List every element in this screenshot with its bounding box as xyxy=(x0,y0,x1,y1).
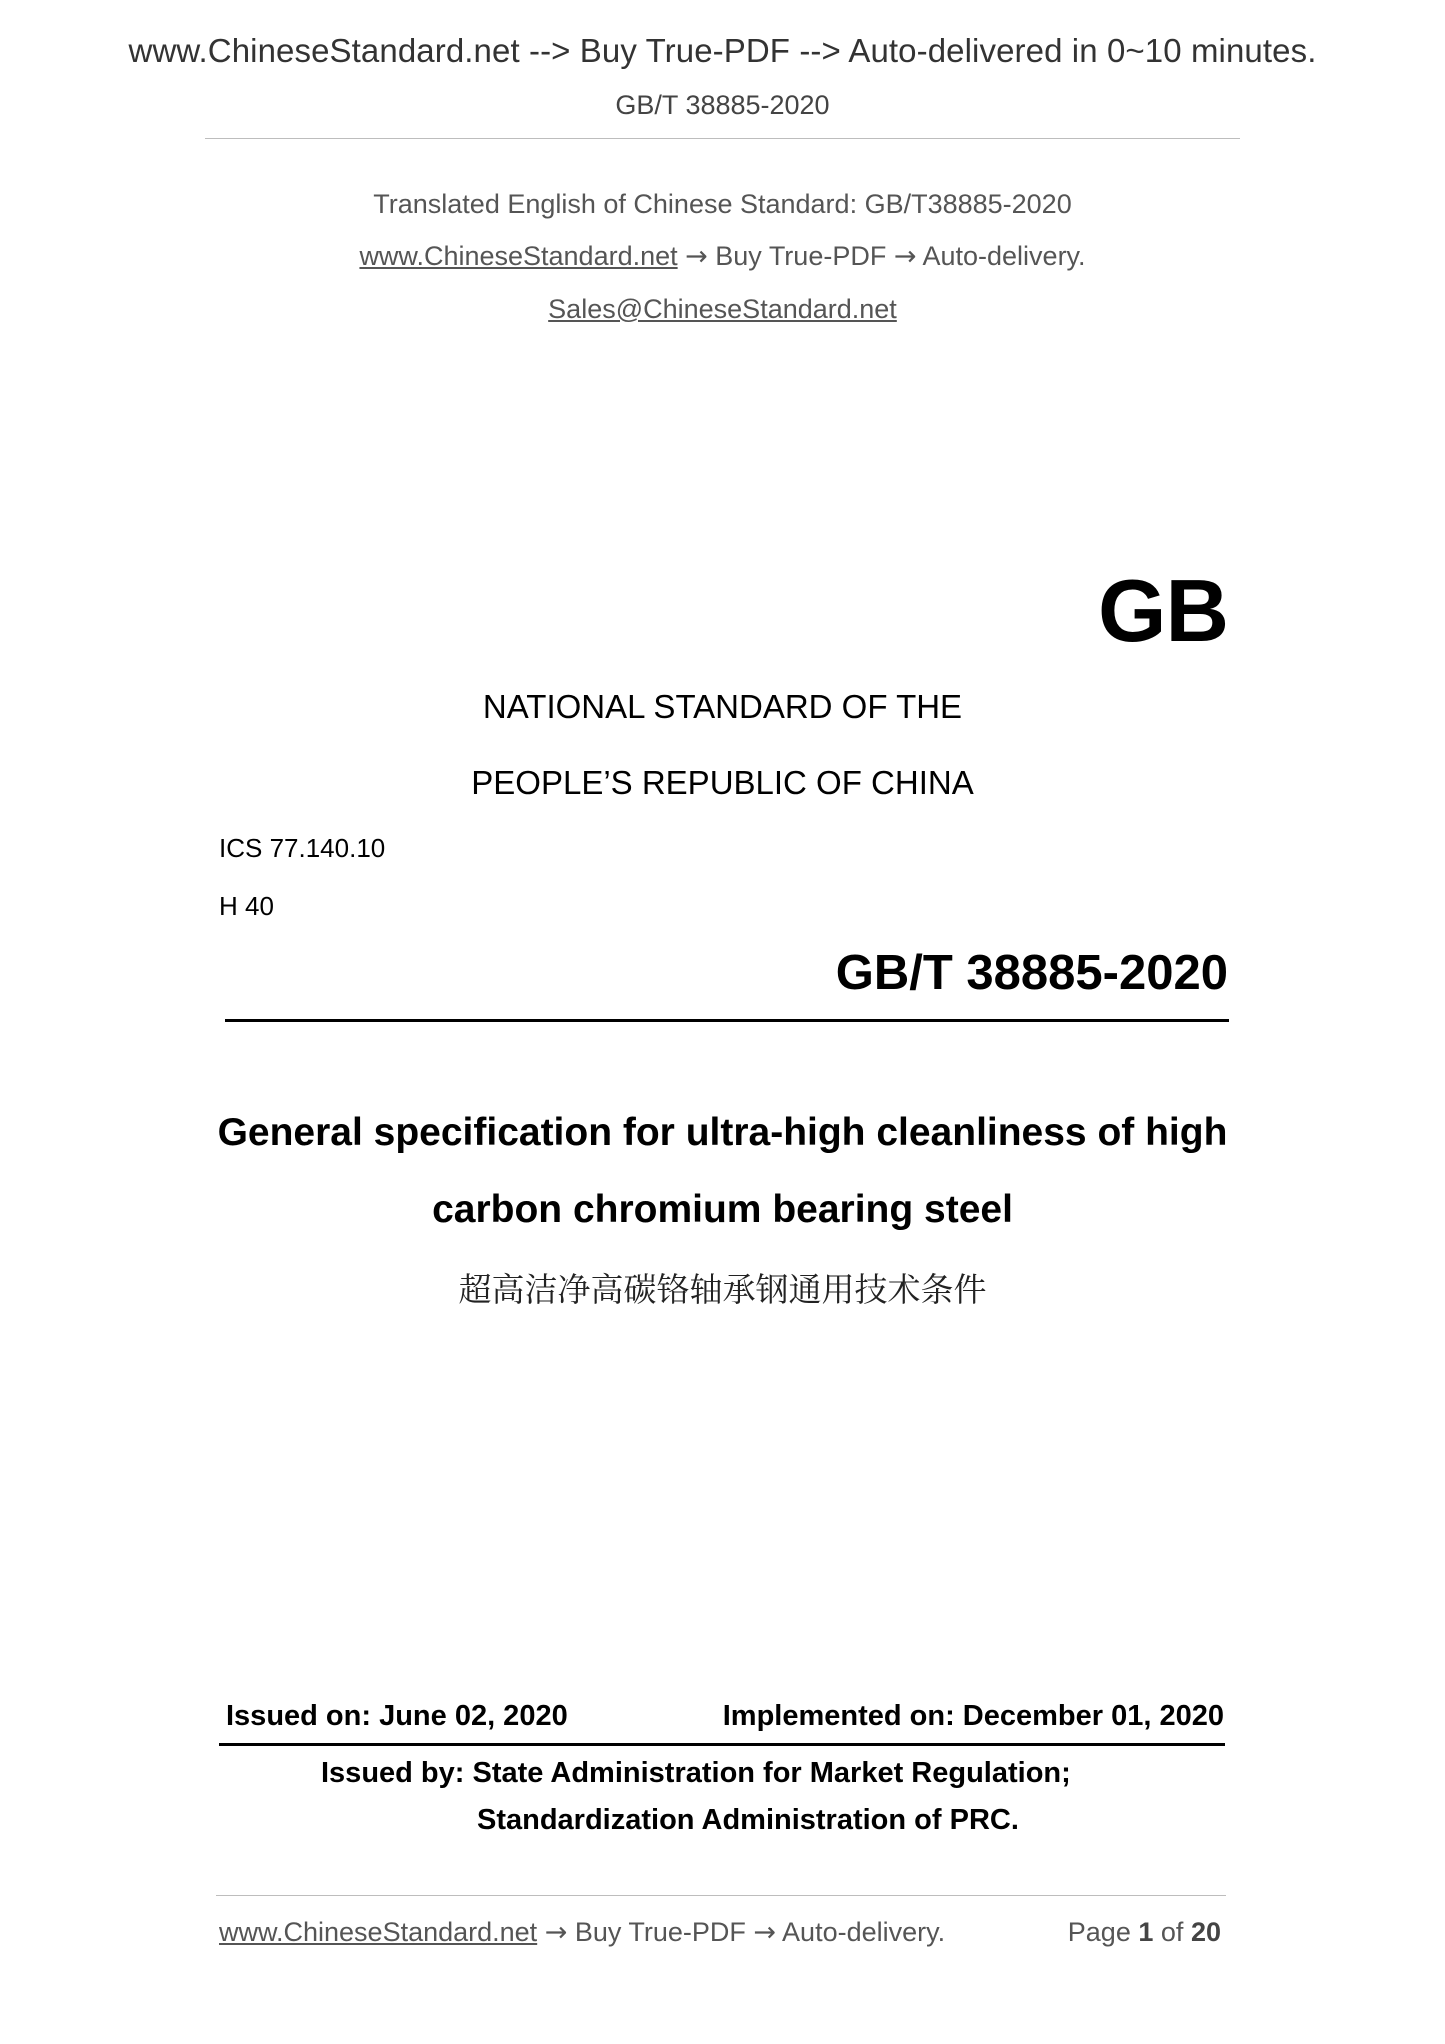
sales-email-link[interactable]: Sales@ChineseStandard.net xyxy=(548,294,897,324)
sales-line xyxy=(0,294,1445,325)
footer-buy-text: Buy True-PDF xyxy=(574,1917,746,1947)
buy-line xyxy=(0,241,1445,272)
title-line-2: carbon chromium bearing steel xyxy=(432,1188,1013,1231)
site-link[interactable]: www.ChineseStandard.net xyxy=(359,241,678,271)
auto-delivery-text: Auto-delivery. xyxy=(922,241,1086,271)
page-indicator xyxy=(1068,1917,1221,1948)
page-label: Page xyxy=(1067,1917,1131,1947)
category-code: H 40 xyxy=(219,891,274,921)
page-current: 1 xyxy=(1138,1917,1154,1947)
national-standard-line-2: PEOPLE’S REPUBLIC OF CHINA xyxy=(471,764,974,801)
arrow-right-icon: → xyxy=(753,1917,777,1948)
page-of-label: of xyxy=(1160,1917,1184,1947)
buy-text: Buy True-PDF xyxy=(715,241,887,271)
footer-site-link[interactable]: www.ChineseStandard.net xyxy=(219,1917,538,1947)
header-standard-code: GB/T 38885-2020 xyxy=(615,90,830,120)
top-banner: www.ChineseStandard.net --> Buy True-PDF --> Auto-delivered in 0~10 minutes. xyxy=(128,32,1317,69)
issued-by-line-1: Issued by: State Administration for Market Regulation; xyxy=(321,1757,1071,1789)
header-divider xyxy=(205,138,1240,139)
ics-code: ICS 77.140.10 xyxy=(219,833,386,863)
footer-divider xyxy=(216,1895,1226,1896)
gb-logo: GB xyxy=(1098,561,1228,660)
arrow-right-icon: → xyxy=(544,1917,568,1948)
footer-buy-line xyxy=(219,1917,945,1948)
page-total: 20 xyxy=(1190,1917,1221,1947)
standard-number-divider xyxy=(225,1019,1229,1022)
issued-by-line-2: Standardization Administration of PRC. xyxy=(477,1804,1019,1836)
title-line-1: General specification for ultra-high cleanliness of high xyxy=(217,1111,1228,1154)
issued-on-date: Issued on: June 02, 2020 xyxy=(226,1700,568,1732)
arrow-right-icon: → xyxy=(893,241,917,272)
translated-notice: Translated English of Chinese Standard: GB/T38885-2020 xyxy=(373,189,1072,219)
dates-divider xyxy=(219,1743,1225,1746)
footer-auto-delivery-text: Auto-delivery. xyxy=(782,1917,946,1947)
title-chinese: 超高洁净高碳铬轴承钢通用技术条件 xyxy=(458,1270,987,1309)
implemented-on-date: Implemented on: December 01, 2020 xyxy=(722,1700,1224,1732)
national-standard-line-1: NATIONAL STANDARD OF THE xyxy=(482,688,963,725)
standard-number: GB/T 38885-2020 xyxy=(835,946,1228,1000)
arrow-right-icon: → xyxy=(685,241,708,272)
